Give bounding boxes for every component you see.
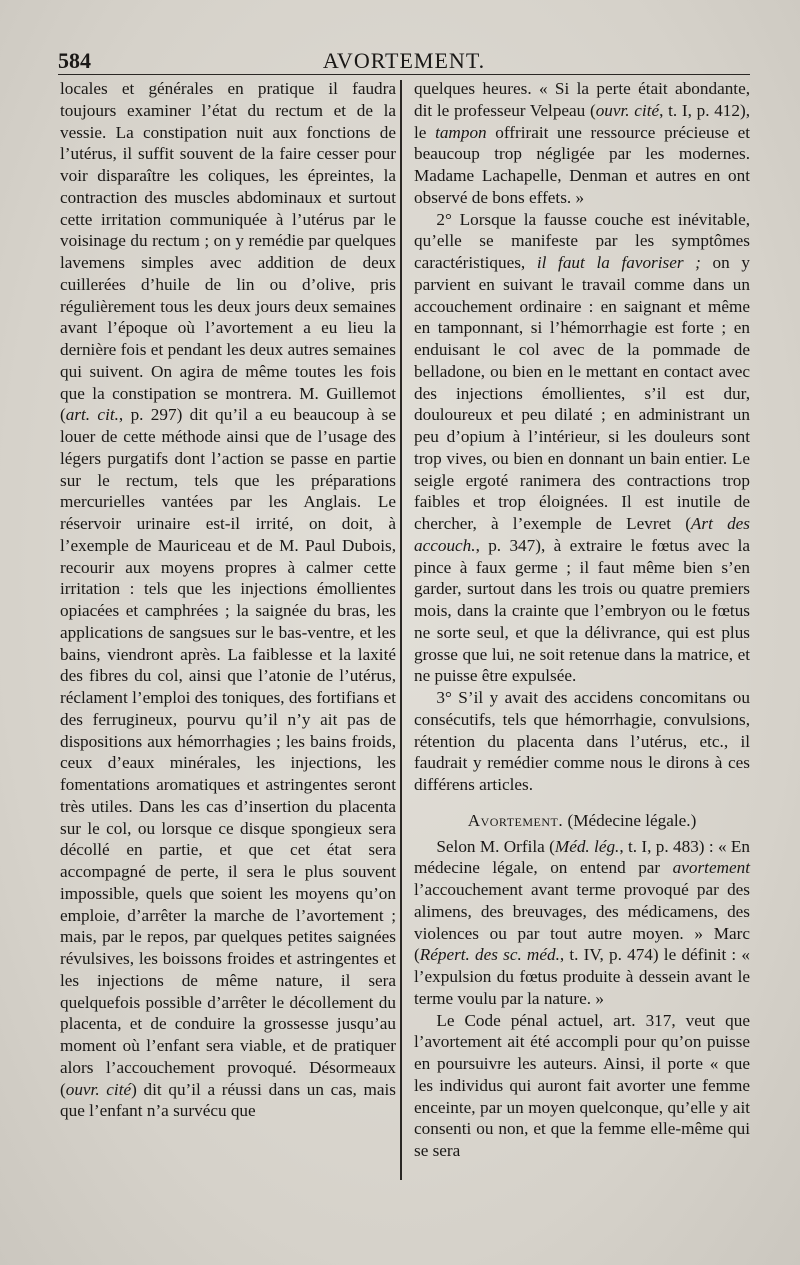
text-run: 2° Lorsque la fausse couche est inévitable, qu’elle se manifeste par les symptômes caractéristiques,	[414, 209, 750, 272]
paragraph	[414, 209, 750, 688]
text-run: Selon M. Orfila (	[436, 836, 555, 856]
citation: Art des accouch.	[414, 514, 750, 555]
text-run: ) dit qu’il a réussi dans un cas, mais que l’enfant n’a survécu que	[60, 1079, 396, 1121]
text-run: on y parvient en suivant le travail comme dans un accouchement ordinaire : en saignant et même en tamponnant, si l’hémorrhagie est forte ; en enduisant le col avec de la pommade de belladone, ou bien en le mettant en contact avec des injections émollientes, s’il est dur, douloureux et peu dilaté ; en administrant un peu d’opium à l’intérieur, si les douleurs sont trop vives, ou bien en donnant un bain entier. Le seigle ergoté ranimera des contractions trop faibles et trop éloignées. Il est inutile de chercher, à l’exemple de Levret (	[414, 253, 750, 533]
citation: ouvr. cité	[65, 1079, 132, 1099]
text-run: , p. 297) dit qu’il a eu beaucoup à se louer de cette méthode ainsi que de l’usage des légers purgatifs dont l’action se passe en partie sur le rectum, tels que les préparations mercurielles vantées par les Anglais. Le réservoir urinaire est-il irrité, on doit, à l’exemple de Mauriceau et de M. Paul Dubois, recourir aux moyens propres à calmer cette irritation : tels que les injections émollientes opiacées et camphrées ; la saignée du bras, les applications de sangsues sur le bas-ventre, et les bains, viendront après. La faiblesse et la laxité des fibres du col, ainsi que l’atonie de l’utérus, réclament l’emploi des toniques, des fortifians et des ferrugineux, pourvu qu’il n’y ait pas de dispositions aux hémorrhagies ; les bains froids, ceux d’eaux minérales, les injections, les fomentations aromatiques et astringentes seront très utiles. Dans les cas d’insertion du placenta sur le col, ou lorsque ce disque spongieux sera décollé en partie, et que cet état sera accompagné de perte, il sera le plus souvent impossible, quels que soient les moyens qu’on emploie, d’arrêter la marche de l’avortement ; mais, par le repos, par quelques petites saignées révulsives, les boissons froides et astringentes et les injections de même nature, il sera quelquefois possible d’arrêter le décollement du placenta, et de conduire la grossesse jusqu’au moment où l’enfant sera viable, et de pratiquer alors l’accouchement provoqué. Désormeaux (	[60, 405, 396, 1099]
emphasis: il faut la favoriser ;	[536, 253, 701, 272]
paragraph	[414, 687, 750, 796]
text-run: quelques heures. « Si la perte était abondante, dit le professeur Velpeau (	[414, 79, 750, 120]
text-run: l’accouchement avant terme provoqué par des alimens, des breuvages, des médicamens, des violences ou par tout autre moyen. » Marc (	[414, 880, 750, 965]
citation: Méd. lég.	[554, 836, 620, 856]
text-run: Le Code pénal actuel, art. 317, veut que l’avortement ait été accompli pour qu’on puisse en poursuivre les auteurs. Ainsi, il porte « que les individus qui auront fait avorter une femme enceinte, par un moyen quelconque, qu’elle y ait consenti ou non, et que la femme elle-même qui se sera	[414, 1010, 750, 1160]
section-heading	[414, 810, 750, 832]
text-run: , t. IV, p. 474) le définit : « l’expulsion du fœtus produite à dessein avant le terme voulu par la nature. »	[414, 945, 750, 1008]
text-run: offrirait une ressource précieuse et beaucoup trop négligée par les modernes. Madame Lachapelle, Denman et autres en ont observé de bons effets. »	[414, 122, 751, 207]
text-run: locales et générales en pratique il faudra toujours examiner l’état du rectum et de la vessie. La constipation nuit aux fonctions de l’utérus, il suffit souvent de la faire cesser pour voir disparaître les coliques, les épreintes, la contraction des muscles abdominaux et surtout cette irritation communiquée à l’utérus par le voisinage du rectum ; on y remédie par quelques lavemens simples avec addition de deux cuillerées d’huile de lin ou d’olive, pris régulièrement tous les deux jours deux semaines avant l’époque où l’avortement a eu lieu la dernière fois et pendant les deux autres semaines qui suivent. On agira de même toutes les fois que la constipation se montrera. M. Guillemot (	[60, 79, 396, 425]
citation: ouvr. cité	[595, 100, 660, 120]
paragraph	[60, 78, 396, 1122]
text-run: 3° S’il y avait des accidens concomitans ou consécutifs, tels que hémorrhagie, convulsions, rétention du placenta dans l’utérus, etc., il faudrait y remédier comme nous le dirons à ces différens articles.	[414, 688, 750, 794]
running-title: AVORTEMENT.	[322, 48, 486, 73]
page-number: 584	[58, 48, 91, 73]
section-title: Avortement.	[467, 810, 564, 830]
text-run: , t. I, p. 483) : « En médecine légale, on entend par	[414, 836, 750, 878]
page-header	[58, 44, 750, 75]
paragraph	[414, 836, 750, 1010]
citation: art. cit.	[65, 405, 119, 425]
section-subtitle: (Médecine légale.)	[563, 810, 697, 830]
emphasis: tampon	[435, 122, 487, 142]
text-run: , p. 347), à extraire le fœtus avec la pince à faux germe ; il faut même bien s’en garder, surtout dans les trois ou quatre premiers mois, dans la crainte que l’embryon ou le fœtus ne sorte seul, et que la délivrance, qui est plus grosse que lui, ne soit retenue dans la matrice, et ne puisse être expulsée.	[414, 535, 750, 686]
paragraph	[414, 1010, 750, 1162]
emphasis: avortement	[672, 858, 750, 878]
right-column	[414, 78, 750, 1162]
citation: Répert. des sc. méd.	[419, 945, 560, 965]
paragraph	[414, 78, 750, 209]
left-column	[60, 78, 396, 1122]
column-divider	[400, 80, 402, 1180]
text-run: , t. I, p. 412), le	[414, 100, 750, 142]
